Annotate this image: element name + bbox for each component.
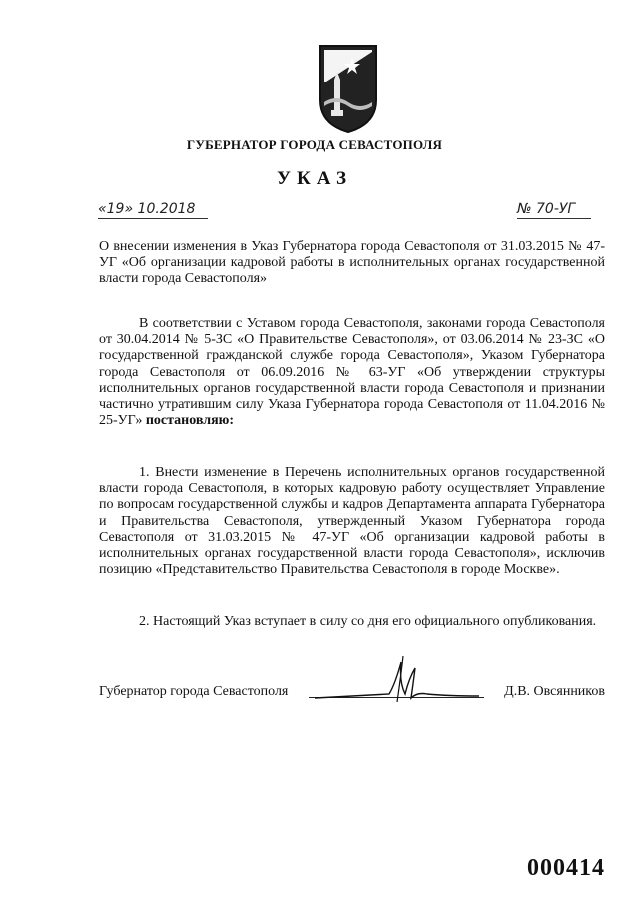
sevastopol-coat-of-arms-icon [316,42,380,134]
preamble-paragraph [99,316,605,429]
decree-word: постановляю: [145,413,235,429]
handwritten-signature-icon [309,654,484,706]
handwritten-number: № 70-УГ [517,201,576,217]
handwritten-date: «19» 10.2018 [98,201,196,217]
preamble-text: В соответствии с Уставом города Севастополя, законами города Севастополя от 30.04.2014 № 5-ЗС «О Правительстве Севастополя», от 03.06.2014 № 23-ЗС «О государственной гражданской службе города Севастополя», Указом Губернатора города Севастополя от 06.09.2016 № 63-УГ «Об утверждении структуры исполнительных органов государственной власти города Севастополя и признании частично утратившим силу Указа Губернатора города Севастополя от 11.04.2016 № 25-УГ» [99,316,605,429]
registry-number: 000414 [527,855,605,881]
signatory-position: Губернатор города Севастополя [99,684,289,699]
document-subject: О внесении изменения в Указ Губернатора города Севастополя от 31.03.2015 № 47-УГ «Об организации кадровой работы в исполнительных органах государственной власти города Севастополя» [99,239,605,287]
decree-item-2: 2. Настоящий Указ вступает в силу со дня его официального опубликования. [139,614,597,629]
date-field [98,200,208,219]
issuing-authority: ГУБЕРНАТОР ГОРОДА СЕВАСТОПОЛЯ [186,137,443,152]
signature-block [99,684,605,704]
document-type-title: УКАЗ [277,168,352,189]
decree-item-1: 1. Внести изменение в Перечень исполнительных органов государственной власти города Севастополя, в которых кадровую работу осуществляет Управление по вопросам государственной службы и кадров Департамента аппарата Губернатора и Правительства Севастополя, утвержденный Указом Губернатора города Севастополя от 31.03.2015 № 47-УГ «Об организации кадровой работы в исполнительных органах государственной власти города Севастополя», исключив позицию «Представительство Правительства Севастополя в городе Москве». [99,465,605,578]
number-field [517,200,591,219]
signatory-name: Д.В. Овсянников [504,684,605,699]
